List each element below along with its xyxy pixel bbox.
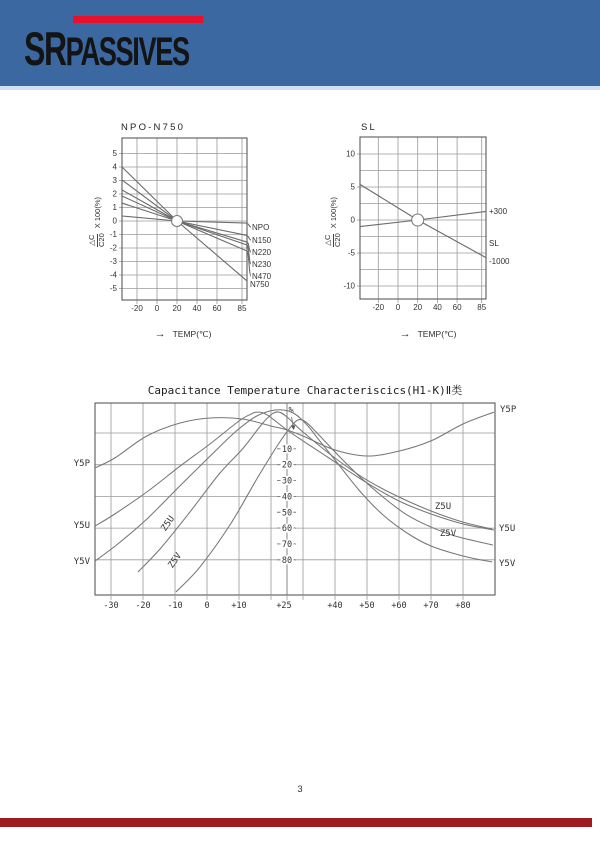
x-tick-label: 0 — [154, 304, 160, 313]
fraction-denominator: C20 — [332, 233, 342, 248]
series-n470 — [122, 180, 247, 251]
plot-border — [122, 138, 247, 300]
y-tick-label: 10 — [346, 149, 355, 159]
percent-tick-label: 30 — [281, 476, 293, 487]
x-tick-label: -30 — [103, 601, 119, 611]
x-tick-label: -20 — [135, 601, 151, 611]
temp-label: TEMP(℃) — [172, 329, 212, 339]
series-label-n220: N220 — [252, 248, 272, 257]
series-n220 — [122, 196, 247, 242]
percent-tick-label: 20 — [281, 460, 293, 471]
logo-text-sr: SR — [24, 22, 66, 75]
x-tick-label: -10 — [167, 601, 183, 611]
right-arrow-icon: → — [399, 328, 411, 340]
x-tick-label: 0 — [204, 601, 210, 611]
y-tick-label: 4 — [112, 162, 117, 172]
fraction-numerator: △C — [86, 234, 96, 246]
y-tick-label: 0 — [350, 215, 355, 225]
series-npo — [122, 216, 247, 223]
curve-label-z5v: Z5V — [439, 529, 457, 539]
curve-y5p — [95, 412, 494, 468]
series-label-n470: N470 — [252, 272, 272, 281]
x-tick-label: 85 — [237, 304, 247, 313]
chart-title-npo-n750: NPO-N750 — [121, 122, 186, 133]
curve-label-y5p: Y5P — [500, 405, 517, 415]
y-tick-label: 2 — [112, 189, 117, 199]
curve-label-z5u: Z5U — [159, 514, 178, 534]
x-tick-label: +60 — [391, 601, 407, 611]
x-tick-label: +40 — [327, 601, 343, 611]
curve-label-y5v: Y5V — [499, 559, 516, 569]
percent-tick-label: 50 — [281, 508, 293, 519]
footer-red-bar — [0, 818, 592, 827]
y-tick-label: 1 — [112, 203, 117, 212]
series-label-n150: N150 — [252, 236, 272, 245]
y-axis-suffix: X 100(%) — [92, 196, 102, 229]
page-number: 3 — [297, 784, 303, 795]
series-n150 — [122, 203, 247, 235]
series-label-npo: NPO — [252, 223, 270, 232]
y-tick-label: -10 — [343, 281, 355, 291]
x-tick-label: -20 — [131, 304, 143, 313]
series-label-300: +300 — [489, 207, 508, 216]
y-axis-suffix: X 100(%) — [328, 196, 338, 229]
percent-tick-label: 70 — [281, 539, 293, 550]
percent-symbol: % — [288, 406, 294, 416]
percent-tick-label: 40 — [281, 492, 293, 503]
y-tick-label: 0 — [112, 216, 117, 226]
x-tick-label: 20 — [413, 303, 423, 312]
curve-label-y5v: Y5V — [73, 557, 90, 567]
fraction-numerator: △C — [322, 234, 332, 246]
right-arrow-icon: → — [154, 328, 166, 340]
y-tick-label: 5 — [112, 149, 117, 158]
leader-line — [247, 224, 251, 228]
reference-circle — [172, 216, 183, 227]
y-tick-label: 3 — [112, 176, 117, 185]
series-label-n750: N750 — [250, 280, 270, 289]
x-tick-label: -20 — [372, 303, 385, 312]
x-tick-label: +25 — [276, 601, 292, 611]
y-tick-label: -4 — [109, 270, 117, 280]
curve-z5u — [138, 412, 492, 572]
x-tick-label: 40 — [192, 304, 202, 313]
curve-label-y5u: Y5U — [73, 521, 90, 531]
reference-circle — [412, 214, 424, 226]
percent-tick-label: 60 — [281, 524, 293, 535]
percent-tick-label: 10 — [281, 444, 293, 455]
chart-title-sl: SL — [361, 122, 378, 133]
curve-label-y5u: Y5U — [499, 524, 516, 534]
leader-line — [247, 236, 251, 240]
x-tick-label: 40 — [432, 303, 442, 312]
curve-label-z5v: Z5V — [166, 551, 185, 571]
fraction-denominator: C20 — [96, 233, 106, 248]
logo-text-passives: PASSIVES — [65, 30, 189, 74]
x-tick-label: 85 — [477, 303, 487, 312]
x-tick-label: 20 — [172, 304, 182, 313]
x-tick-label: +50 — [359, 601, 375, 611]
curve-label-y5p: Y5P — [73, 459, 90, 469]
y-tick-label: -2 — [109, 243, 117, 253]
x-tick-label: +80 — [455, 601, 471, 611]
x-tick-label: +10 — [231, 601, 247, 611]
y-tick-label: -1 — [109, 230, 117, 239]
series-label-n230: N230 — [252, 260, 272, 269]
chart-sl — [343, 137, 510, 312]
series-label-1000: -1000 — [489, 257, 510, 266]
x-tick-label: 60 — [212, 304, 222, 313]
percent-tick-label: 80 — [281, 555, 293, 566]
curve-label-z5u: Z5U — [434, 502, 452, 512]
series-label-sl: SL — [489, 239, 499, 248]
chart-capacitance-temperature — [74, 403, 517, 611]
y-tick-label: 5 — [350, 182, 355, 192]
y-tick-label: -5 — [109, 284, 117, 293]
main-chart-title: Capacitance Temperature Characteriscics(H1-K)Ⅱ类 — [147, 384, 463, 397]
x-tick-label: +70 — [423, 601, 439, 611]
temp-label: TEMP(℃) — [417, 329, 457, 339]
x-tick-label: 0 — [395, 303, 401, 312]
chart-npo-n750 — [110, 138, 272, 313]
y-tick-label: -5 — [347, 248, 355, 258]
x-tick-label: 60 — [452, 303, 462, 312]
y-tick-label: -3 — [109, 257, 117, 266]
